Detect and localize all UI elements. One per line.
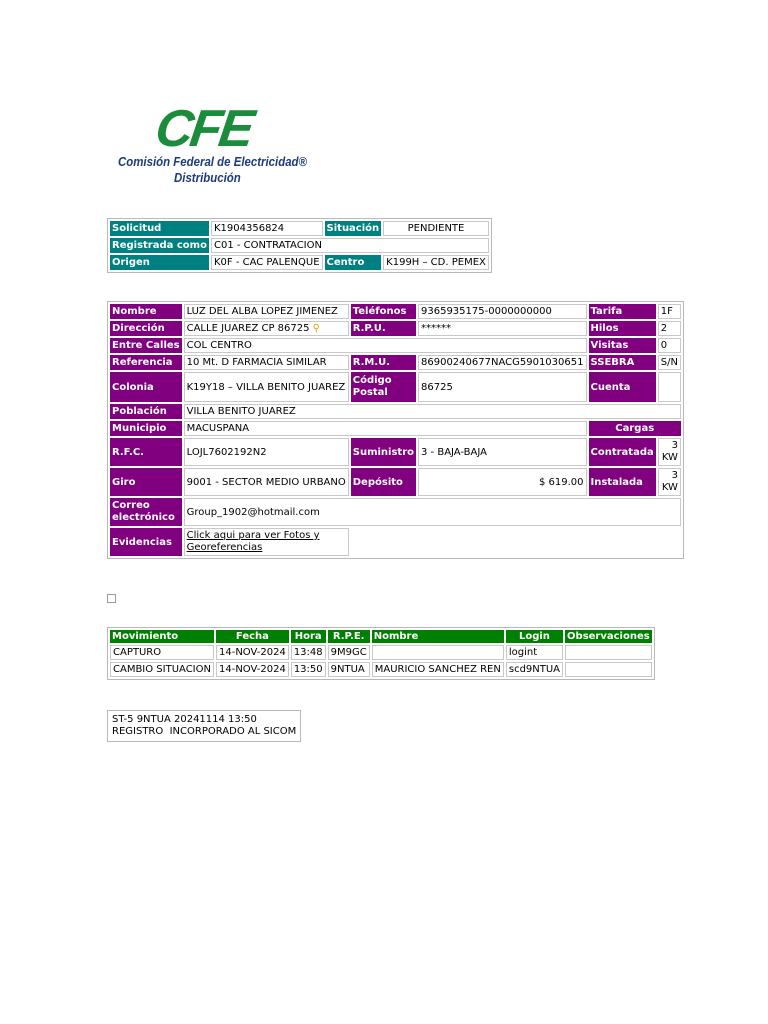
cargas-label: Cargas	[589, 421, 681, 436]
centro-value: K199H – CD. PEMEX	[383, 255, 489, 270]
instalada-value: 3 KW	[658, 468, 681, 496]
cell-movimiento: CAPTURO	[110, 645, 214, 660]
rfc-label: R.F.C.	[110, 438, 182, 466]
solicitud-label: Solicitud	[110, 221, 209, 236]
situacion-value: PENDIENTE	[383, 221, 489, 236]
col-hora: Hora	[291, 630, 326, 643]
cell-nombre	[372, 645, 504, 660]
cell-nombre: MAURICIO SANCHEZ REN	[372, 662, 504, 677]
client-table	[107, 301, 684, 559]
instalada-label: Instalada	[589, 468, 656, 496]
col-fecha: Fecha	[216, 630, 289, 643]
colonia-label: Colonia	[110, 372, 182, 402]
suministro-value: 3 - BAJA-BAJA	[418, 438, 587, 466]
referencia-value: 10 Mt. D FARMACIA SIMILAR	[184, 355, 349, 370]
note-line-2: REGISTRO INCORPORADO AL SICOM	[112, 726, 297, 737]
deposito-label: Depósito	[351, 468, 416, 496]
movements-table	[107, 627, 655, 680]
cell-hora: 13:50	[291, 662, 326, 677]
codigo-postal-label: Código Postal	[351, 372, 416, 402]
cuenta-label: Cuenta	[589, 372, 656, 402]
giro-value: 9001 - SECTOR MEDIO URBANO	[184, 468, 349, 496]
suministro-label: Suministro	[351, 438, 416, 466]
sicom-note	[107, 710, 301, 742]
origen-value: K0F - CAC PALENQUE	[211, 255, 323, 270]
correo-label: Correo electrónico	[110, 498, 182, 526]
evidencias-spacer	[351, 528, 681, 556]
nombre-value: LUZ DEL ALBA LOPEZ JIMENEZ	[184, 304, 349, 319]
contratada-value: 3 KW	[658, 438, 681, 466]
cuenta-value	[658, 372, 681, 402]
tarifa-value: 1F	[658, 304, 681, 319]
codigo-postal-value: 86725	[418, 372, 587, 402]
giro-label: Giro	[110, 468, 182, 496]
col-nombre: Nombre	[372, 630, 504, 643]
expand-toggle[interactable]	[107, 594, 116, 603]
cell-observaciones	[565, 662, 652, 677]
evidencias-label: Evidencias	[110, 528, 182, 556]
note-line-1: ST-5 9NTUA 20241114 13:50	[112, 714, 257, 725]
municipio-value: MACUSPANA	[184, 421, 587, 436]
direccion-label: Dirección	[110, 321, 182, 336]
evidencias-link[interactable]: Click aqui para ver Fotos y Georeferencias	[184, 528, 349, 556]
registrada-value: C01 - CONTRATACION	[211, 238, 489, 253]
rmu-value: 86900240677NACG5901030651	[418, 355, 587, 370]
tarifa-label: Tarifa	[589, 304, 656, 319]
cell-login: logint	[506, 645, 563, 660]
ssebra-value: S/N	[658, 355, 681, 370]
rpu-label: R.P.U.	[351, 321, 416, 336]
cell-movimiento: CAMBIO SITUACION	[110, 662, 214, 677]
logo-division: Distribución	[174, 170, 241, 185]
direccion-value: CALLE JUAREZ CP 86725	[186, 323, 310, 334]
entre-calles-value: COL CENTRO	[184, 338, 587, 353]
poblacion-label: Población	[110, 404, 182, 419]
rfc-value: LOJL7602192N2	[184, 438, 349, 466]
cfe-logo	[118, 100, 318, 190]
referencia-label: Referencia	[110, 355, 182, 370]
col-movimiento: Movimiento	[110, 630, 214, 643]
magnifier-icon[interactable]: ⚲	[312, 323, 320, 334]
telefonos-label: Teléfonos	[351, 304, 416, 319]
poblacion-value: VILLA BENITO JUAREZ	[184, 404, 681, 419]
cell-fecha: 14-NOV-2024	[216, 662, 289, 677]
deposito-value: $ 619.00	[418, 468, 587, 496]
telefonos-value: 9365935175-0000000000	[418, 304, 587, 319]
logo-name: Comisión Federal de Electricidad®	[118, 154, 307, 169]
logo-abbr: CFE	[151, 100, 256, 158]
movements-header-row	[110, 630, 652, 643]
origen-label: Origen	[110, 255, 209, 270]
cell-fecha: 14-NOV-2024	[216, 645, 289, 660]
ssebra-label: SSEBRA	[589, 355, 656, 370]
table-row	[110, 662, 652, 677]
entre-calles-label: Entre Calles	[112, 340, 180, 351]
visitas-value: 0	[658, 338, 681, 353]
rmu-label: R.M.U.	[351, 355, 416, 370]
cell-observaciones	[565, 645, 652, 660]
cell-hora: 13:48	[291, 645, 326, 660]
hilos-label: Hilos	[589, 321, 656, 336]
cell-login: scd9NTUA	[506, 662, 563, 677]
colonia-value: K19Y18 – VILLA BENITO JUAREZ	[184, 372, 349, 402]
visitas-label: Visitas	[589, 338, 656, 353]
request-table	[107, 218, 492, 273]
col-observaciones: Observaciones	[567, 631, 650, 642]
nombre-label: Nombre	[110, 304, 182, 319]
cell-rpe: 9NTUA	[328, 662, 370, 677]
col-rpe: R.P.E.	[328, 630, 370, 643]
contratada-label: Contratada	[589, 438, 656, 466]
situacion-label: Situación	[326, 223, 380, 234]
correo-value: Group_1902@hotmail.com	[184, 498, 681, 526]
hilos-value: 2	[658, 321, 681, 336]
solicitud-value: K1904356824	[211, 221, 323, 236]
direccion-cell	[184, 321, 349, 336]
col-login: Login	[506, 630, 563, 643]
table-row	[110, 645, 652, 660]
centro-label: Centro	[325, 255, 382, 270]
rpu-value: ******	[418, 321, 587, 336]
registrada-label: Registrada como	[112, 240, 207, 251]
municipio-label: Municipio	[110, 421, 182, 436]
cell-rpe: 9M9GC	[328, 645, 370, 660]
